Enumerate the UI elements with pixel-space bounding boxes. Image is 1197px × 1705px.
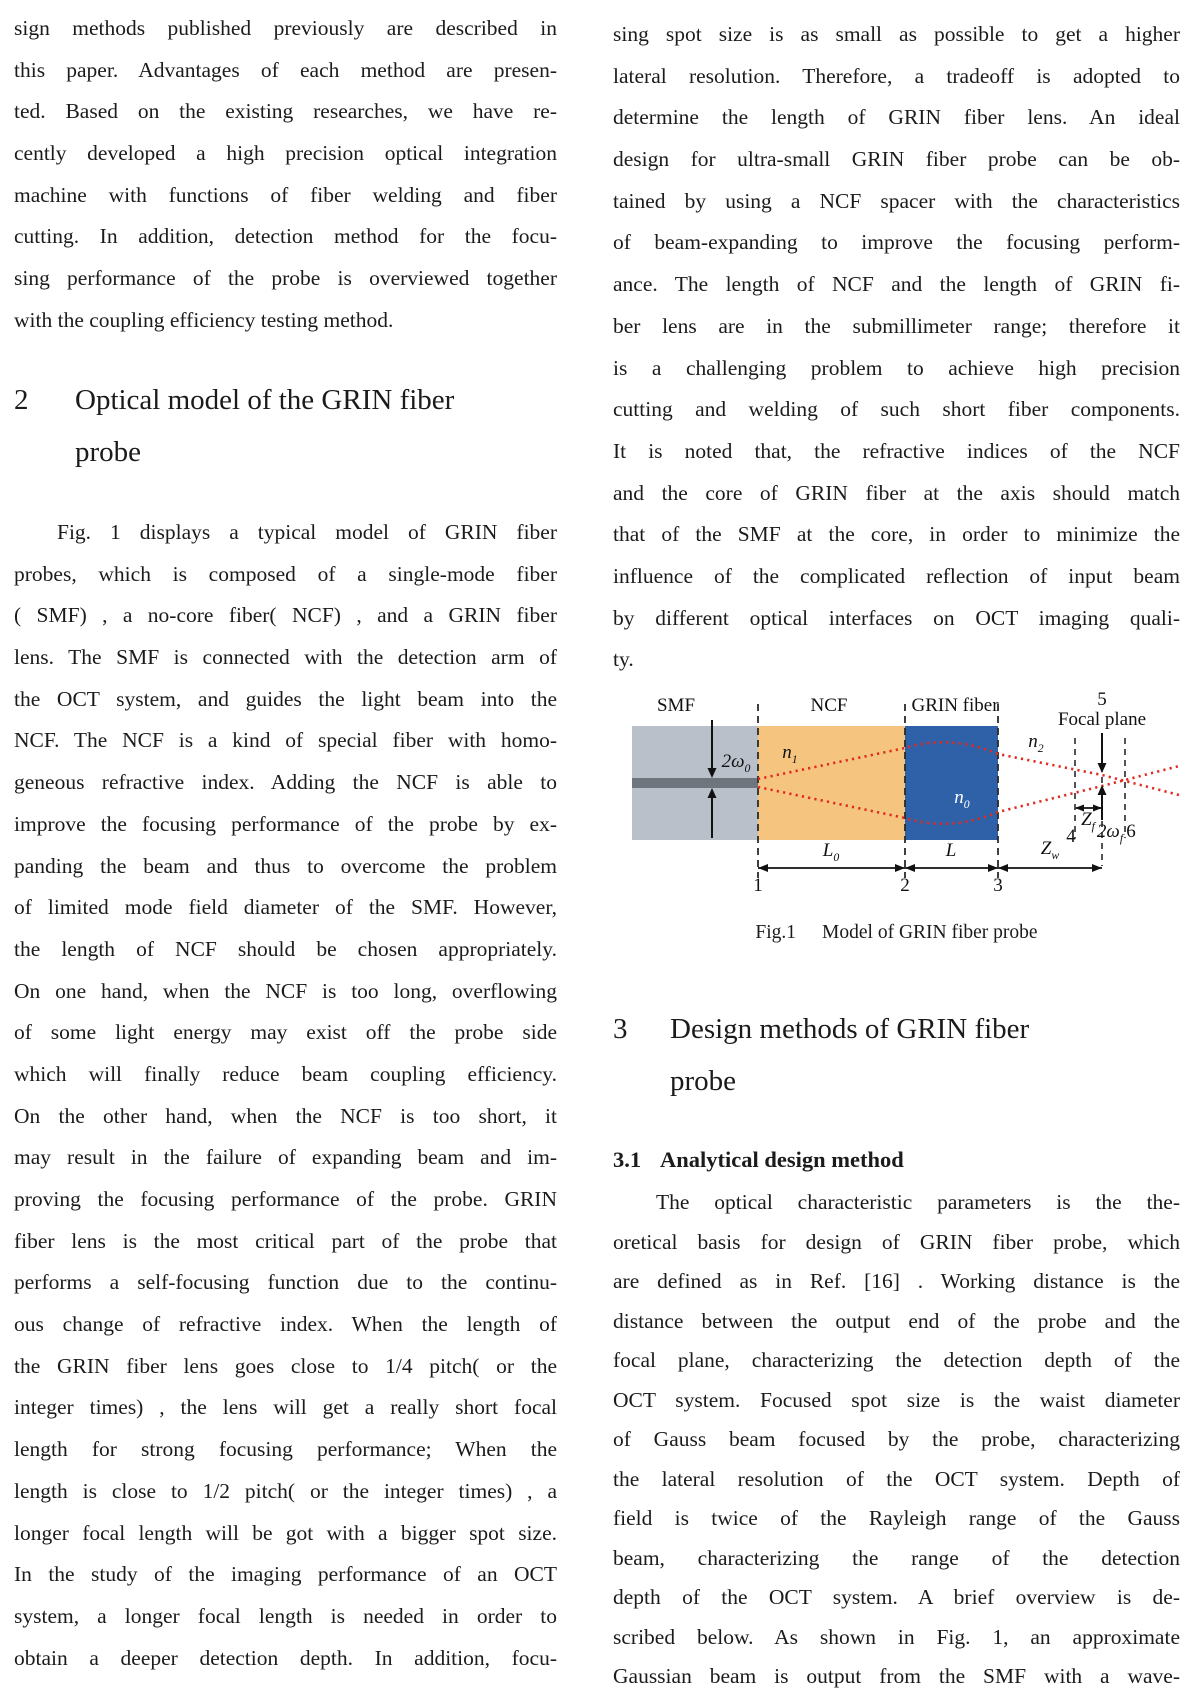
text-line: with the coupling efficiency testing method.: [14, 307, 394, 332]
left-paragraph-1: [14, 8, 557, 342]
ncf-length-label: [806, 841, 856, 868]
figure-caption-text: Model of GRIN fiber probe: [822, 922, 1038, 943]
text-line: proving the focusing performance of the probe. GRIN: [14, 1187, 557, 1211]
text-line: panding the beam and thus to overcome the problem: [14, 853, 557, 878]
text-line: cutting. In addition, detection method for the focu-: [14, 224, 557, 249]
figure-caption: [613, 916, 1180, 950]
text-line: distance between the output end of the probe and the: [613, 1308, 1180, 1333]
text-line: depth of the OCT system. A brief overview is de-: [613, 1585, 1180, 1609]
section-title: [670, 1003, 1029, 1107]
focal-up-arrowhead: [1098, 785, 1107, 795]
n2-label: [1021, 732, 1051, 759]
grin-fiber-label: GRIN fiber: [911, 695, 999, 716]
text-line: by different optical interfaces on OCT imaging quali-: [613, 605, 1180, 630]
n1-base: n: [782, 742, 792, 763]
section-title: [75, 374, 454, 478]
text-line: cently developed a high precision optical integration: [14, 141, 557, 166]
right-paragraph-a: [613, 14, 1180, 681]
text-line: oretical basis for design of GRIN fiber probe, which: [613, 1229, 1180, 1254]
dim-arrowhead: [998, 864, 1008, 872]
L0-base: L: [822, 840, 834, 861]
subsection-title: Analytical design method: [660, 1147, 904, 1172]
n2-sub: 2: [1037, 741, 1044, 755]
n2-base: n: [1028, 731, 1038, 752]
text-line: geneous refractive index. Adding the NCF is able to: [14, 770, 557, 795]
dim-arrowhead: [905, 864, 915, 872]
text-line: field is twice of the Rayleigh range of the Gauss: [613, 1506, 1180, 1530]
point-1-label: 1: [753, 875, 763, 896]
point-6-label: 6: [1126, 821, 1136, 842]
text-line: Gaussian beam is output from the SMF with a wave-: [613, 1664, 1180, 1688]
mode-diameter-label: [716, 752, 756, 779]
w0-sub: 0: [744, 761, 751, 775]
text-line: obtain a deeper detection depth. In addition, focu-: [14, 1645, 557, 1670]
text-line: lens. The SMF is connected with the detection arm of: [14, 645, 557, 670]
subsection-heading-3-1: [613, 1140, 1180, 1180]
L0-sub: 0: [833, 850, 840, 864]
text-line: tained by using a NCF spacer with the characteristics: [613, 188, 1180, 213]
point-2-label: 2: [900, 875, 910, 896]
text-line: are defined as in Ref. [16] . Working distance is the: [613, 1269, 1180, 1293]
text-line: cutting and welding of such short fiber components.: [613, 397, 1180, 422]
text-line: which will finally reduce beam coupling efficiency.: [14, 1061, 557, 1086]
section-heading-3: [613, 1003, 1180, 1107]
text-line: lateral resolution. Therefore, a tradeoff is adopted to: [613, 63, 1180, 88]
figure-caption-tag: Fig.1: [755, 922, 797, 943]
text-line: It is noted that, the refractive indices of the NCF: [613, 438, 1180, 463]
text-line: ty.: [613, 647, 634, 672]
text-line: of limited mode field diameter of the SMF. However,: [14, 895, 557, 920]
wf-sub: f: [1119, 831, 1124, 845]
section-title-line2: probe: [670, 1065, 737, 1097]
text-line: length is close to 1/2 pitch( or the integer times) , a: [14, 1478, 557, 1503]
text-line: focal plane, characterizing the detection depth of the: [613, 1348, 1180, 1372]
section-heading-2: [14, 374, 557, 478]
section-title-line2: probe: [75, 436, 142, 468]
text-line: determine the length of GRIN fiber lens. An ideal: [613, 105, 1180, 130]
section-number: 2: [14, 384, 29, 416]
focal-plane-number-label: 5: [1097, 689, 1107, 710]
text-line: length for strong focusing performance; When the: [14, 1437, 557, 1462]
text-line: OCT system. Focused spot size is the waist diameter: [613, 1387, 1180, 1412]
n0-sub: 0: [963, 797, 970, 811]
Zw-sub: w: [1051, 848, 1060, 862]
figure-grin-probe-model: [613, 688, 1180, 902]
text-line: Fig. 1 displays a typical model of GRIN fiber: [57, 520, 557, 544]
text-line: of some light energy may exist off the probe side: [14, 1020, 557, 1045]
focal-plane-label: Focal plane: [1057, 709, 1147, 730]
n0-base: n: [954, 787, 964, 808]
text-line: sing performance of the probe is overviewed together: [14, 266, 557, 291]
text-line: scribed below. As shown in Fig. 1, an approximate: [613, 1624, 1180, 1649]
text-line: longer focal length will be got with a bigger spot size.: [14, 1520, 557, 1545]
subsection-number: 3.1: [613, 1147, 642, 1172]
section-number: 3: [613, 1013, 628, 1045]
text-line: sign methods published previously are described in: [14, 16, 557, 40]
text-line: ted. Based on the existing researches, we have re-: [14, 99, 557, 124]
text-line: fiber lens is the most critical part of the probe that: [14, 1228, 557, 1253]
text-line: that of the SMF at the core, in order to minimize the: [613, 522, 1180, 547]
focal-down-arrowhead: [1098, 763, 1107, 773]
right-paragraph-b: [613, 1183, 1180, 1697]
text-line: the OCT system, and guides the light beam into the: [14, 686, 557, 711]
text-line: sing spot size is as small as possible to get a higher: [613, 22, 1180, 46]
text-line: the lateral resolution of the OCT system. Depth of: [613, 1466, 1180, 1491]
Zf-base: Z: [1081, 809, 1092, 830]
n1-sub: 1: [791, 752, 798, 766]
ncf-label: NCF: [810, 695, 848, 716]
dim-arrowhead: [758, 864, 768, 872]
Zw-base: Z: [1040, 838, 1052, 859]
smf-core: [632, 778, 758, 788]
w0-base: 2ω: [721, 751, 745, 772]
smf-label: SMF: [656, 695, 696, 716]
dim-arrowhead: [895, 864, 905, 872]
left-paragraph-2: [14, 512, 557, 1679]
dim-arrowhead: [988, 864, 998, 872]
text-line: integer times) , the lens will get a really short focal: [14, 1395, 557, 1420]
grin-region: [905, 726, 998, 840]
text-line: performs a self-focusing function due to the continu-: [14, 1270, 557, 1295]
text-line: of beam-expanding to improve the focusing perform-: [613, 230, 1180, 255]
text-line: the GRIN fiber lens goes close to 1/4 pitch( or the: [14, 1353, 557, 1378]
text-line: ber lens are in the submillimeter range; therefore it: [613, 313, 1180, 338]
grin-length-label: L: [945, 840, 957, 861]
text-line: ( SMF) , a no-core fiber( NCF) , and a GRIN fiber: [14, 603, 557, 628]
text-line: ance. The length of NCF and the length of GRIN fi-: [613, 272, 1180, 297]
text-line: and the core of GRIN fiber at the axis should match: [613, 480, 1180, 505]
section-title-line1: Design methods of GRIN fiber: [670, 1013, 1030, 1045]
text-line: design for ultra-small GRIN fiber probe can be ob-: [613, 147, 1180, 172]
text-line: In the study of the imaging performance of an OCT: [14, 1562, 557, 1587]
text-line: probes, which is composed of a single-mode fiber: [14, 561, 557, 586]
dim-arrowhead: [1092, 864, 1102, 872]
text-line: NCF. The NCF is a kind of special fiber with homo-: [14, 728, 557, 753]
text-line: The optical characteristic parameters is the the-: [656, 1190, 1180, 1214]
text-line: beam, characterizing the range of the detection: [613, 1545, 1180, 1570]
text-line: improve the focusing performance of the probe by ex-: [14, 811, 557, 836]
text-line: of Gauss beam focused by the probe, characterizing: [613, 1427, 1180, 1451]
text-line: this paper. Advantages of each method are presen-: [14, 57, 557, 82]
point-4-label: 4: [1066, 826, 1076, 847]
text-line: influence of the complicated reflection of input beam: [613, 563, 1180, 588]
text-line: On one hand, when the NCF is too long, overflowing: [14, 978, 557, 1003]
n1-label: [775, 743, 805, 770]
text-line: On the other hand, when the NCF is too short, it: [14, 1103, 557, 1128]
section-title-line1: Optical model of the GRIN fiber: [75, 384, 455, 416]
text-line: may result in the failure of expanding beam and im-: [14, 1145, 557, 1170]
text-line: system, a longer focal length is needed in order to: [14, 1603, 557, 1628]
text-line: is a challenging problem to achieve high precision: [613, 355, 1180, 380]
point-3-label: 3: [993, 875, 1003, 896]
wf-base: 2ω: [1096, 821, 1120, 842]
text-line: the length of NCF should be chosen appropriately.: [14, 936, 557, 961]
n0-label: [947, 788, 977, 815]
text-line: machine with functions of fiber welding and fiber: [14, 182, 557, 207]
text-line: ous change of refractive index. When the length of: [14, 1312, 557, 1337]
Zf-sub: f: [1091, 819, 1095, 833]
